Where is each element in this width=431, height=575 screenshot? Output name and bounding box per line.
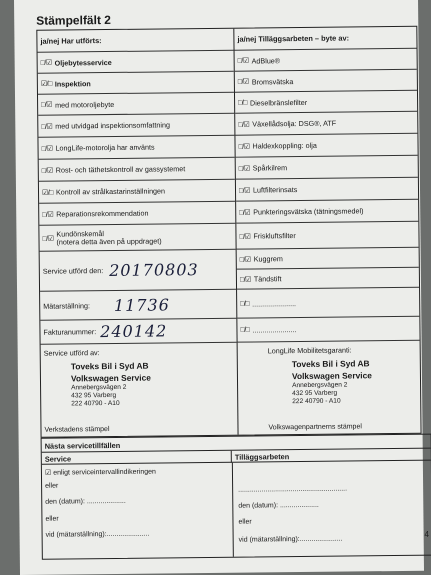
extra-bromsvatska[interactable]: □/☑ Bromsvätska: [235, 70, 417, 93]
checkbox-checked-icon[interactable]: □/☑: [237, 78, 249, 86]
extra-blank-2[interactable]: □/□ ......................: [237, 317, 419, 343]
extra-adblue[interactable]: □/☑ AdBlue®: [235, 49, 417, 72]
extra-dots[interactable]: ........................................................: [238, 485, 348, 494]
page-number: 4: [424, 530, 429, 539]
stamp-left-footer: Verkstadens stämpel: [44, 426, 110, 434]
performed-column: [37, 29, 238, 437]
checkbox-checked-icon[interactable]: □/☑: [239, 233, 251, 241]
item-motoroljebyte[interactable]: □/☑ med motoroljebyte: [38, 93, 234, 116]
next-service-header: Nästa servicetillfällen: [42, 435, 431, 453]
mileage-field[interactable]: Mätarställning: 11736: [40, 290, 236, 321]
service-booklet-page: [14, 0, 424, 575]
eller-3: eller: [238, 518, 252, 526]
stamp-right-label: LongLife Mobilitetsgaranti:: [267, 345, 352, 356]
right-column-header: ja/nej Tilläggsarbeten – byte av:: [234, 27, 416, 51]
checkbox-checked-icon[interactable]: □/☑: [239, 256, 251, 264]
checkbox-checked-icon[interactable]: □/☑: [41, 101, 53, 109]
extra-mileage[interactable]: vid (mätarställning):......................: [238, 535, 343, 544]
mileage-value[interactable]: 11736: [113, 294, 170, 315]
next-service-col-service: Service: [42, 451, 232, 465]
checkbox-checked-icon[interactable]: □/☑: [238, 143, 250, 151]
checkbox-empty-icon[interactable]: □/□: [238, 99, 248, 107]
checkbox-checked-icon[interactable]: □/☑: [238, 121, 250, 129]
checkbox-checked-icon[interactable]: ☑/□: [41, 189, 54, 197]
checkbox-checked-icon[interactable]: □/☑: [238, 187, 250, 195]
workshop-stamp: Toveks Bil i Syd AB Volkswagen Service Annebergsvägen 2 432 95 Varberg 222 40790 - A10: [70, 360, 151, 408]
extra-haldex[interactable]: □/☑ Haldexkoppling: olja: [235, 134, 417, 158]
extra-dieselfilter[interactable]: □/□ Dieselbränslefilter: [235, 91, 417, 114]
checkbox-checked-icon[interactable]: □/☑: [40, 59, 52, 67]
extra-vaxellada[interactable]: □/☑ Växellådsolja: DSG®, ATF: [235, 112, 417, 136]
column-divider: [232, 463, 234, 557]
checkbox-checked-icon[interactable]: ☑: [44, 469, 52, 477]
item-stralkastare[interactable]: ☑/□ Kontroll av strålkastarinställningen: [39, 180, 235, 204]
service-date-value[interactable]: 20170803: [109, 260, 199, 281]
next-service-interval[interactable]: ☑ enligt serviceintervallindikeringen: [44, 468, 156, 477]
extra-sparkilrem[interactable]: □/☑ Spårkilrem: [236, 156, 418, 180]
extra-date[interactable]: den (datum): ....................: [238, 501, 319, 510]
checkbox-checked-icon[interactable]: □/☑: [239, 209, 251, 217]
partner-stamp: Toveks Bil i Syd AB Volkswagen Service Annebergsvägen 2 432 95 Varberg 222 40790 - A10: [291, 358, 372, 406]
left-column-header: ja/nej Har utförts:: [37, 29, 233, 53]
next-service-box: [41, 434, 431, 560]
stamp-right-footer: Volkswagenpartnerns stämpel: [268, 423, 362, 432]
checkbox-checked-icon[interactable]: □/☑: [41, 167, 53, 175]
stamp-table: [36, 26, 421, 438]
extra-work-column: [234, 27, 420, 435]
checkbox-checked-icon[interactable]: □/☑: [41, 145, 53, 153]
checkbox-checked-icon[interactable]: □/☑: [41, 123, 53, 131]
extra-blank-1[interactable]: □/□ ......................: [237, 288, 419, 319]
checkbox-checked-icon[interactable]: □/☑: [238, 165, 250, 173]
next-service-col-extra: Tilläggsarbeten: [232, 449, 431, 463]
next-service-date[interactable]: den (datum): ....................: [45, 497, 126, 506]
stamp-left-label: Service utförd av:: [43, 348, 100, 358]
item-reparation[interactable]: □/☑ Reparationsrekommendation: [39, 202, 235, 226]
invoice-value[interactable]: 240142: [100, 321, 168, 342]
checkbox-checked-icon[interactable]: ☑/□: [40, 80, 52, 88]
extra-tandstift[interactable]: □/☑ Tändstift: [237, 268, 419, 290]
extra-punktering[interactable]: □/☑ Punkteringsvätska (tätningsmedel): [236, 200, 418, 224]
service-date-field[interactable]: Service utförd den: 20170803: [40, 250, 236, 292]
item-oljebyte[interactable]: □/☑ Oljebytesservice: [38, 51, 234, 74]
item-rostkontroll[interactable]: □/☑ Rost- och täthetskontroll av gassystemet: [39, 158, 235, 182]
invoice-field[interactable]: Fakturanummer: 240142: [40, 319, 236, 345]
checkbox-empty-icon[interactable]: □/□: [240, 326, 250, 334]
extra-luftfilter[interactable]: □/☑ Luftfilterinsats: [236, 178, 418, 202]
extra-kuggrem[interactable]: □/☑ Kuggrem: [237, 248, 419, 270]
eller-2: eller: [45, 515, 59, 523]
item-utvidgad-inspektion[interactable]: □/☑ med utvidgad inspektionsomfattning: [38, 114, 234, 138]
checkbox-empty-icon[interactable]: □/□: [240, 300, 250, 308]
checkbox-checked-icon[interactable]: □/☑: [42, 211, 54, 219]
item-inspektion[interactable]: ☑/□ Inspektion: [38, 72, 234, 95]
checkbox-checked-icon[interactable]: □/☑: [239, 276, 251, 284]
checkbox-checked-icon[interactable]: □/☑: [237, 57, 249, 65]
page-title: Stämpelfält 2: [36, 12, 111, 28]
eller-1: eller: [45, 482, 59, 490]
checkbox-checked-icon[interactable]: □/☑: [42, 235, 54, 243]
item-kundonskemal[interactable]: □/☑ Kundönskemål (notera detta även på uppdraget): [39, 224, 235, 252]
extra-friskluft[interactable]: □/☑ Friskluftsfilter: [236, 222, 418, 250]
item-longlife-olja[interactable]: □/☑ LongLife-motorolja har använts: [38, 136, 234, 160]
next-service-mileage[interactable]: vid (mätarställning):......................: [45, 530, 150, 539]
